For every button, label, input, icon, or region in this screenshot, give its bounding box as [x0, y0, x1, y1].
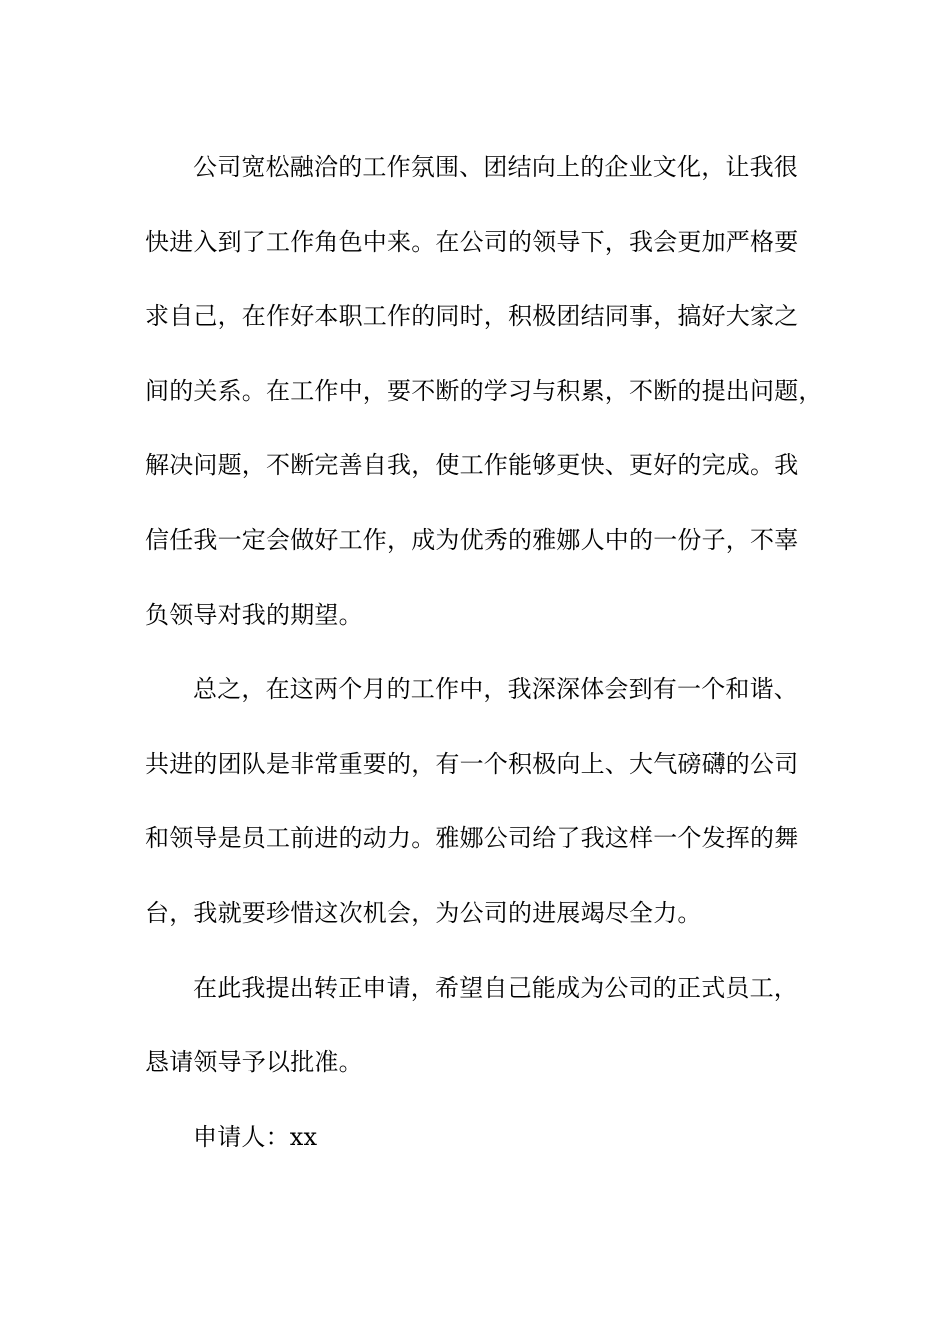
paragraph-summary	[145, 652, 835, 950]
paragraph-request	[145, 951, 835, 1100]
paragraph-line: 在此我提出转正申请，希望自己能成为公司的正式员工，	[193, 973, 798, 1002]
paragraph-work-atmosphere	[145, 130, 835, 652]
signature-block	[145, 1100, 835, 1175]
paragraph-line: 和领导是员工前进的动力。雅娜公司给了我这样一个发挥的舞	[145, 824, 799, 853]
paragraph-line: 共进的团队是非常重要的，有一个积极向上、大气磅礴的公司	[145, 749, 799, 778]
paragraph-line: 间的关系。在工作中，要不断的学习与积累，不断的提出问题，	[145, 376, 823, 405]
document-body	[145, 130, 835, 1174]
applicant-signature: 申请人：xx	[193, 1122, 318, 1151]
paragraph-line: 快进入到了工作角色中来。在公司的领导下，我会更加严格要	[145, 227, 799, 256]
paragraph-line: 求自己，在作好本职工作的同时，积极团结同事，搞好大家之	[145, 302, 799, 331]
paragraph-line: 恳请领导予以批准。	[145, 1048, 363, 1077]
paragraph-line: 解决问题，不断完善自我，使工作能够更快、更好的完成。我	[145, 451, 799, 480]
paragraph-line: 信任我一定会做好工作，成为优秀的雅娜人中的一份子，不辜	[145, 525, 799, 554]
paragraph-line: 总之，在这两个月的工作中，我深深体会到有一个和谐、	[193, 675, 798, 704]
paragraph-line: 公司宽松融洽的工作氛围、团结向上的企业文化，让我很	[193, 153, 798, 181]
paragraph-line: 台，我就要珍惜这次机会，为公司的进展竭尽全力。	[145, 898, 702, 927]
paragraph-line: 负领导对我的期望。	[145, 600, 363, 629]
